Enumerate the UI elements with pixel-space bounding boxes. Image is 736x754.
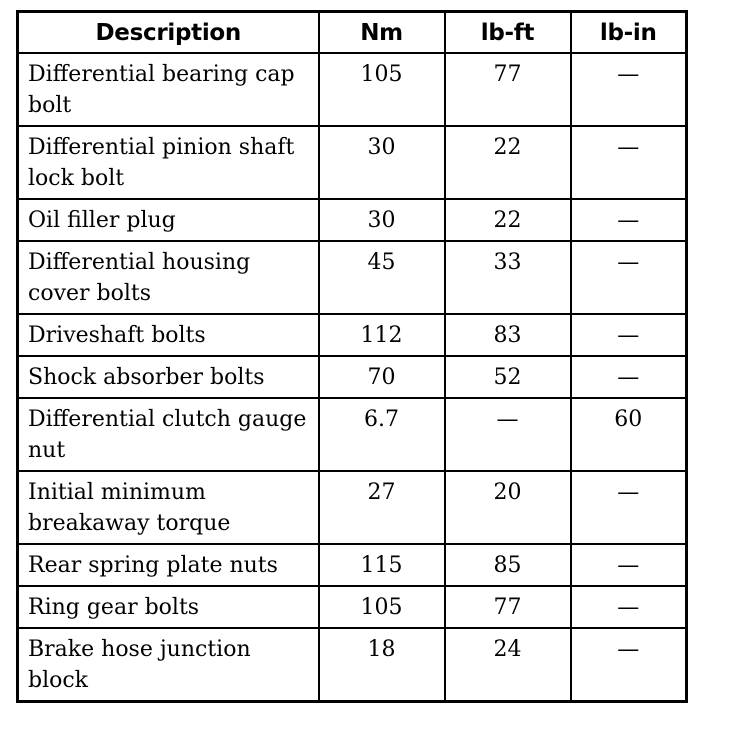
lbft-cell: 22 — [445, 126, 571, 199]
table-row — [18, 126, 687, 199]
table-row — [18, 544, 687, 586]
lbft-cell: 24 — [445, 628, 571, 702]
lbft-cell: — — [445, 398, 571, 471]
table-row — [18, 241, 687, 314]
lbin-cell: — — [571, 471, 687, 544]
lbin-cell: — — [571, 544, 687, 586]
nm-cell: 18 — [319, 628, 445, 702]
column-header-description: Description — [18, 12, 319, 54]
lbin-cell: — — [571, 314, 687, 356]
table-row — [18, 314, 687, 356]
lbft-cell: 83 — [445, 314, 571, 356]
nm-cell: 27 — [319, 471, 445, 544]
nm-cell: 70 — [319, 356, 445, 398]
lbin-cell: — — [571, 356, 687, 398]
description-cell: Driveshaft bolts — [18, 314, 319, 356]
lbft-cell: 77 — [445, 53, 571, 126]
lbft-cell: 77 — [445, 586, 571, 628]
table-row — [18, 356, 687, 398]
lbft-cell: 22 — [445, 199, 571, 241]
lbin-cell: — — [571, 126, 687, 199]
description-cell: Rear spring plate nuts — [18, 544, 319, 586]
lbft-cell: 85 — [445, 544, 571, 586]
torque-spec-table — [16, 10, 688, 703]
table-row — [18, 53, 687, 126]
nm-cell: 105 — [319, 586, 445, 628]
lbft-cell: 33 — [445, 241, 571, 314]
lbft-cell: 20 — [445, 471, 571, 544]
header-row — [18, 12, 687, 54]
nm-cell: 30 — [319, 199, 445, 241]
lbin-cell: — — [571, 241, 687, 314]
table-row — [18, 398, 687, 471]
nm-cell: 45 — [319, 241, 445, 314]
description-cell: Initial minimum breakaway torque — [18, 471, 319, 544]
table-row — [18, 199, 687, 241]
nm-cell: 115 — [319, 544, 445, 586]
description-cell: Brake hose junction block — [18, 628, 319, 702]
lbin-cell: — — [571, 586, 687, 628]
lbft-cell: 52 — [445, 356, 571, 398]
lbin-cell: — — [571, 53, 687, 126]
nm-cell: 105 — [319, 53, 445, 126]
column-header-lbin: lb-in — [571, 12, 687, 54]
description-cell: Oil filler plug — [18, 199, 319, 241]
table-row — [18, 471, 687, 544]
table-row — [18, 586, 687, 628]
description-cell: Shock absorber bolts — [18, 356, 319, 398]
nm-cell: 6.7 — [319, 398, 445, 471]
nm-cell: 112 — [319, 314, 445, 356]
table-row — [18, 628, 687, 702]
lbin-cell: — — [571, 199, 687, 241]
description-cell: Differential pinion shaft lock bolt — [18, 126, 319, 199]
description-cell: Ring gear bolts — [18, 586, 319, 628]
description-cell: Differential housing cover bolts — [18, 241, 319, 314]
nm-cell: 30 — [319, 126, 445, 199]
column-header-nm: Nm — [319, 12, 445, 54]
lbin-cell: 60 — [571, 398, 687, 471]
column-header-lbft: lb-ft — [445, 12, 571, 54]
description-cell: Differential bearing cap bolt — [18, 53, 319, 126]
lbin-cell: — — [571, 628, 687, 702]
description-cell: Differential clutch gauge nut — [18, 398, 319, 471]
